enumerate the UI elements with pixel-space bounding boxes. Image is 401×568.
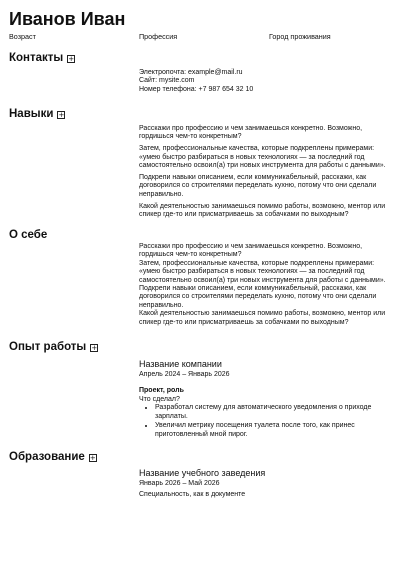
plus-icon: + — [89, 453, 96, 462]
institution-name: Название учебного заведения — [139, 468, 266, 478]
about-paragraph: Затем, профессиональные качества, которые подкреплены примерами: «умею быстро разбираться в новых технологиях — за последний год самостоятельно освоил(а) три новых инструмента для работы с данными». — [139, 259, 386, 284]
skills-paragraph: Расскажи про профессию и чем занимаешься конкретно. Возможно, гордишься чем-то конкретным? — [139, 125, 363, 141]
contact-site: Сайт: mysite.com — [139, 77, 195, 85]
add-experience-button[interactable] — [90, 344, 98, 352]
about-paragraph: Расскажи про профессию и чем занимаешься конкретно. Возможно, гордишься чем-то конкретным? — [139, 243, 363, 259]
about-paragraph: Какой деятельностью занимаешься помимо работы, возможно, ментор или спикер где-то или присматриваешь за собачками по выходным? — [139, 310, 386, 326]
skills-block — [139, 125, 392, 223]
contacts-title: Контакты — [9, 52, 64, 64]
resume-name: Иванов Иван — [9, 9, 126, 29]
section-title-about — [9, 229, 47, 242]
skills-paragraph: Какой деятельностью занимаешься помимо работы, возможно, ментор или спикер где-то или присматриваешь за собачками по выходным? — [139, 202, 386, 219]
meta-row — [0, 32, 401, 42]
achievement-item: • Увеличил метрику посещения туалета после того, как принес приготовленный мной пирог. — [155, 422, 392, 439]
plus-icon: + — [58, 110, 65, 119]
education-title: Образование — [9, 451, 85, 463]
education-specialty: Специальность, как в документе — [139, 491, 246, 498]
experience-title: Опыт работы — [9, 341, 87, 353]
education-block — [139, 468, 392, 499]
experience-period: Апрель 2024 – Январь 2026 — [139, 371, 230, 378]
profession-label: Профессия — [139, 32, 178, 41]
contacts-block — [139, 69, 392, 94]
project-role: Проект, роль — [139, 387, 184, 394]
add-skills-button[interactable] — [57, 111, 65, 119]
skills-paragraph: Подкрепи навыки описанием, если коммуникабельный, расскажи, как договорился со строителями переделать кухню, потому что они сделали неправильно. — [139, 174, 377, 198]
add-education-button[interactable] — [89, 454, 97, 462]
age-label: Возраст — [9, 32, 36, 41]
section-title-education — [9, 451, 97, 464]
experience-block — [139, 359, 392, 440]
done-label: Что сделал? — [139, 396, 180, 403]
plus-icon: + — [68, 54, 75, 63]
skills-title: Навыки — [9, 108, 54, 120]
section-title-skills — [9, 108, 65, 121]
achievement-item: • Разработал систему для автоматического уведомления о приходе зарплаты. — [155, 404, 392, 421]
about-paragraph: Подкрепи навыки описанием, если коммуникабельный, расскажи, как договорился со строителями переделать кухню, потому что они сделали неправильно. — [139, 285, 377, 309]
contact-email: Электропочта: example@mail.ru — [139, 69, 243, 76]
company-name: Название компании — [139, 359, 222, 369]
add-contacts-button[interactable] — [67, 55, 75, 63]
achievements-list — [139, 404, 392, 439]
plus-icon: + — [91, 343, 98, 352]
city-label: Город проживания — [269, 32, 331, 41]
section-title-contacts — [9, 52, 75, 65]
skills-paragraph: Затем, профессиональные качества, которые подкреплены примерами: «умею быстро разбираться в новых технологиях — за последний год самостоятельно освоил(а) три новых инструмента для работы с данными». — [139, 145, 386, 170]
contact-phone: Номер телефона: +7 987 654 32 10 — [139, 85, 254, 93]
about-block — [139, 243, 392, 327]
education-period: Январь 2026 – Май 2026 — [139, 480, 220, 487]
section-title-experience — [9, 341, 98, 354]
about-title: О себе — [9, 229, 48, 241]
